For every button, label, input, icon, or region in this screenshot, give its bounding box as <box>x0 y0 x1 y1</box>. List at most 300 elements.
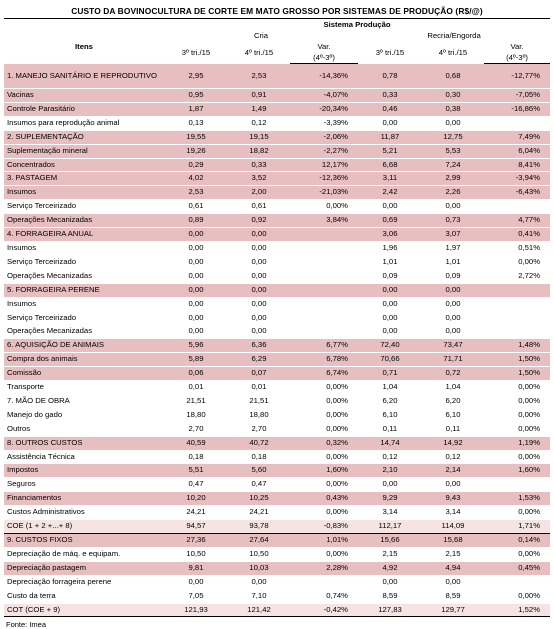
recria-var-cell <box>484 297 550 311</box>
row-item-label: Insumos <box>4 241 164 255</box>
cria-var-cell: 0,32% <box>290 436 358 450</box>
table-row <box>4 547 550 561</box>
cria-4tri-cell: 18,80 <box>228 408 290 422</box>
recria-4tri-cell: 0,00 <box>422 297 484 311</box>
table-row <box>4 394 550 408</box>
recria-header: Recria/Engorda <box>427 31 481 40</box>
cria-var-cell: 1,01% <box>290 534 358 548</box>
row-item-label: Serviço Terceirizado <box>4 255 164 269</box>
cria-3tri-cell: 0,47 <box>164 478 228 492</box>
table-row <box>4 255 550 269</box>
table-row <box>4 478 550 492</box>
recria-3tri-cell: 127,83 <box>358 603 422 617</box>
cria-3tri-cell: 27,36 <box>164 534 228 548</box>
table-row <box>4 200 550 214</box>
recria-3tri-cell: 15,66 <box>358 534 422 548</box>
recria-4tri-cell: 0,38 <box>422 102 484 116</box>
table-row <box>4 116 550 130</box>
recria-3tri-cell: 0,69 <box>358 214 422 228</box>
cria-3tri-cell: 0,00 <box>164 255 228 269</box>
cria-4tri-cell: 0,91 <box>228 89 290 103</box>
table-row <box>4 534 550 548</box>
row-item-label: Insumos para reprodução animal <box>4 116 164 130</box>
cria-3tri-cell: 0,06 <box>164 367 228 381</box>
recria-var-header: Var. <box>510 42 524 51</box>
cria-3tri-cell: 18,80 <box>164 408 228 422</box>
recria-3tri-cell: 2,10 <box>358 464 422 478</box>
row-item-label: Compra dos animais <box>4 353 164 367</box>
recria-var-cell: 8,41% <box>484 158 550 172</box>
cria-var-cell: 0,00% <box>290 408 358 422</box>
cria-var-cell: -14,36% <box>290 64 358 89</box>
recria-var-cell: 0,51% <box>484 241 550 255</box>
cria-4tri-cell: 1,49 <box>228 102 290 116</box>
recria-var-cell: -16,86% <box>484 102 550 116</box>
recria-var-cell: 0,00% <box>484 381 550 395</box>
cria-var-cell: 6,78% <box>290 353 358 367</box>
cria-var-cell: -2,06% <box>290 130 358 144</box>
row-item-label: Insumos <box>4 186 164 200</box>
recria-3tri-cell: 1,01 <box>358 255 422 269</box>
cria-4tri-cell: 0,12 <box>228 116 290 130</box>
recria-3tri-cell: 3,06 <box>358 228 422 242</box>
recria-var-cell: 0,00% <box>484 408 550 422</box>
cria-4tri-cell: 0,00 <box>228 325 290 339</box>
recria-var-cell: 0,00% <box>484 394 550 408</box>
cria-var-cell: 0,00% <box>290 200 358 214</box>
cria-3tri-cell: 0,00 <box>164 325 228 339</box>
cria-3tri-cell: 4,02 <box>164 172 228 186</box>
row-item-label: 1. MANEJO SANITÁRIO E REPRODUTIVO <box>4 64 164 89</box>
cria-4tri-cell: 10,50 <box>228 547 290 561</box>
cria-var-cell: -21,03% <box>290 186 358 200</box>
recria-var-cell: 1,71% <box>484 520 550 534</box>
recria-var-cell: 0,41% <box>484 228 550 242</box>
row-item-label: Financiamentos <box>4 492 164 506</box>
cria-var-cell: 3,84% <box>290 214 358 228</box>
cria-3tri-cell: 7,05 <box>164 589 228 603</box>
cria-header: Cria <box>253 31 269 40</box>
recria-var-cell: 6,04% <box>484 144 550 158</box>
row-item-label: Comissão <box>4 367 164 381</box>
cria-4tri-cell: 19,15 <box>228 130 290 144</box>
recria-var-cell <box>484 116 550 130</box>
cria-var-cell: 6,77% <box>290 339 358 353</box>
sistema-producao-header: Sistema Produção <box>164 19 550 31</box>
recria-3tri-cell: 14,74 <box>358 436 422 450</box>
recria-3tri-header: 3º tri./15 <box>375 47 405 57</box>
cria-3tri-cell: 2,53 <box>164 186 228 200</box>
recria-3tri-cell: 0,09 <box>358 269 422 283</box>
recria-4tri-cell: 14,92 <box>422 436 484 450</box>
recria-var-cell <box>484 283 550 297</box>
cria-3tri-cell: 0,89 <box>164 214 228 228</box>
row-item-label: Vacinas <box>4 89 164 103</box>
cria-var-cell: -3,39% <box>290 116 358 130</box>
table-row <box>4 436 550 450</box>
table-row <box>4 89 550 103</box>
recria-3tri-cell: 1,04 <box>358 381 422 395</box>
cria-3tri-cell: 0,00 <box>164 297 228 311</box>
row-item-label: Impostos <box>4 464 164 478</box>
recria-4tri-cell: 2,15 <box>422 547 484 561</box>
cria-4tri-cell: 93,78 <box>228 520 290 534</box>
cria-var-cell <box>290 269 358 283</box>
recria-var-cell: 0,00% <box>484 450 550 464</box>
cria-var-cell: -0,42% <box>290 603 358 617</box>
recria-4tri-cell: 0,00 <box>422 116 484 130</box>
recria-4tri-cell: 6,10 <box>422 408 484 422</box>
recria-3tri-cell: 0,11 <box>358 422 422 436</box>
cria-4tri-cell: 3,52 <box>228 172 290 186</box>
row-item-label: 5. FORRAGEIRA PERENE <box>4 283 164 297</box>
cria-4tri-cell: 0,00 <box>228 575 290 589</box>
recria-var-cell <box>484 478 550 492</box>
recria-4tri-cell: 0,30 <box>422 89 484 103</box>
recria-3tri-cell: 2,42 <box>358 186 422 200</box>
recria-4tri-cell: 0,09 <box>422 269 484 283</box>
cria-var-cell <box>290 575 358 589</box>
recria-4tri-cell: 7,24 <box>422 158 484 172</box>
cria-4tri-cell: 24,21 <box>228 506 290 520</box>
recria-3tri-cell: 6,68 <box>358 158 422 172</box>
recria-4tri-cell: 1,97 <box>422 241 484 255</box>
row-item-label: Operações Mecanizadas <box>4 325 164 339</box>
row-item-label: COT (COE + 9) <box>4 603 164 617</box>
cria-var-cell <box>290 311 358 325</box>
cria-3tri-cell: 9,81 <box>164 561 228 575</box>
recria-var-cell: 1,53% <box>484 492 550 506</box>
row-item-label: 2. SUPLEMENTAÇÃO <box>4 130 164 144</box>
cria-var-sub-header: (4º-3º) <box>290 52 358 64</box>
recria-4tri-cell: 129,77 <box>422 603 484 617</box>
table-row <box>4 241 550 255</box>
cria-var-cell: 0,00% <box>290 478 358 492</box>
cria-var-cell: 1,60% <box>290 464 358 478</box>
row-item-label: Depreciação pastagem <box>4 561 164 575</box>
recria-4tri-header: 4º tri./15 <box>438 47 468 57</box>
recria-3tri-cell: 11,87 <box>358 130 422 144</box>
cria-var-cell <box>290 241 358 255</box>
cria-var-cell: 2,28% <box>290 561 358 575</box>
row-item-label: Insumos <box>4 297 164 311</box>
cria-4tri-cell: 6,29 <box>228 353 290 367</box>
cria-var-cell: 0,00% <box>290 422 358 436</box>
row-item-label: 7. MÃO DE OBRA <box>4 394 164 408</box>
recria-3tri-cell: 3,14 <box>358 506 422 520</box>
cria-var-cell: -2,27% <box>290 144 358 158</box>
cria-4tri-header: 4º tri./15 <box>244 47 274 57</box>
table-row <box>4 158 550 172</box>
row-item-label: 9. CUSTOS FIXOS <box>4 534 164 548</box>
cria-4tri-cell: 0,00 <box>228 283 290 297</box>
cria-var-cell <box>290 255 358 269</box>
row-item-label: Serviço Terceirizado <box>4 200 164 214</box>
cria-4tri-cell: 0,18 <box>228 450 290 464</box>
recria-4tri-cell: 0,00 <box>422 200 484 214</box>
row-item-label: 6. AQUISIÇÃO DE ANIMAIS <box>4 339 164 353</box>
recria-4tri-cell: 0,00 <box>422 311 484 325</box>
table-row <box>4 603 550 617</box>
recria-var-cell: 1,19% <box>484 436 550 450</box>
recria-var-cell: 0,00% <box>484 422 550 436</box>
row-item-label: 3. PASTAGEM <box>4 172 164 186</box>
recria-4tri-cell: 6,20 <box>422 394 484 408</box>
table-row <box>4 450 550 464</box>
recria-var-cell: -3,94% <box>484 172 550 186</box>
recria-4tri-cell: 2,99 <box>422 172 484 186</box>
recria-var-cell: 7,49% <box>484 130 550 144</box>
cria-3tri-cell: 0,00 <box>164 241 228 255</box>
cria-var-cell: 12,17% <box>290 158 358 172</box>
cria-4tri-cell: 40,72 <box>228 436 290 450</box>
table-row <box>4 339 550 353</box>
table-row <box>4 186 550 200</box>
table-row <box>4 367 550 381</box>
recria-4tri-cell: 9,43 <box>422 492 484 506</box>
cria-4tri-cell: 121,42 <box>228 603 290 617</box>
table-row <box>4 64 550 89</box>
table-row <box>4 283 550 297</box>
cria-3tri-cell: 0,00 <box>164 269 228 283</box>
recria-4tri-cell: 0,00 <box>422 478 484 492</box>
recria-3tri-cell: 0,71 <box>358 367 422 381</box>
recria-4tri-cell: 1,04 <box>422 381 484 395</box>
recria-var-cell: -12,77% <box>484 64 550 89</box>
row-item-label: 4. FORRAGEIRA ANUAL <box>4 228 164 242</box>
row-item-label: Seguros <box>4 478 164 492</box>
cria-4tri-cell: 0,00 <box>228 297 290 311</box>
table-row <box>4 381 550 395</box>
cria-var-cell: 6,74% <box>290 367 358 381</box>
cria-3tri-cell: 0,00 <box>164 575 228 589</box>
cria-3tri-cell: 24,21 <box>164 506 228 520</box>
cria-3tri-cell: 19,26 <box>164 144 228 158</box>
recria-3tri-cell: 0,00 <box>358 311 422 325</box>
recria-var-sub-header: (4º-3º) <box>484 52 550 64</box>
recria-var-cell: 0,45% <box>484 561 550 575</box>
row-item-label: Serviço Terceirizado <box>4 311 164 325</box>
table-row <box>4 408 550 422</box>
recria-3tri-cell: 2,15 <box>358 547 422 561</box>
recria-3tri-cell: 0,33 <box>358 89 422 103</box>
cria-3tri-cell: 40,59 <box>164 436 228 450</box>
cria-4tri-cell: 0,00 <box>228 311 290 325</box>
row-item-label: Operações Mecanizadas <box>4 214 164 228</box>
recria-3tri-cell: 8,59 <box>358 589 422 603</box>
table-row <box>4 589 550 603</box>
recria-4tri-cell: 0,12 <box>422 450 484 464</box>
row-item-label: Custo da terra <box>4 589 164 603</box>
row-item-label: Suplementação mineral <box>4 144 164 158</box>
cria-4tri-cell: 18,82 <box>228 144 290 158</box>
row-item-label: Depreciação de máq. e equipam. <box>4 547 164 561</box>
table-row <box>4 130 550 144</box>
cria-3tri-cell: 0,01 <box>164 381 228 395</box>
recria-3tri-cell: 3,11 <box>358 172 422 186</box>
cria-4tri-cell: 0,00 <box>228 255 290 269</box>
recria-4tri-cell: 15,68 <box>422 534 484 548</box>
recria-3tri-cell: 6,20 <box>358 394 422 408</box>
recria-3tri-cell: 0,00 <box>358 325 422 339</box>
cria-4tri-cell: 6,36 <box>228 339 290 353</box>
recria-4tri-cell: 0,00 <box>422 575 484 589</box>
cria-3tri-cell: 0,00 <box>164 311 228 325</box>
cria-3tri-cell: 5,51 <box>164 464 228 478</box>
cria-3tri-cell: 0,29 <box>164 158 228 172</box>
recria-4tri-cell: 3,14 <box>422 506 484 520</box>
row-item-label: Depreciação forrageira perene <box>4 575 164 589</box>
cria-3tri-cell: 2,70 <box>164 422 228 436</box>
cria-3tri-cell: 10,20 <box>164 492 228 506</box>
recria-var-cell: -7,05% <box>484 89 550 103</box>
table-row <box>4 311 550 325</box>
cria-3tri-cell: 21,51 <box>164 394 228 408</box>
recria-3tri-cell: 6,10 <box>358 408 422 422</box>
cria-3tri-cell: 94,57 <box>164 520 228 534</box>
table-row <box>4 297 550 311</box>
cria-3tri-cell: 1,87 <box>164 102 228 116</box>
cria-var-cell: -4,07% <box>290 89 358 103</box>
cria-4tri-cell: 0,47 <box>228 478 290 492</box>
cria-3tri-cell: 19,55 <box>164 130 228 144</box>
recria-3tri-cell: 0,00 <box>358 283 422 297</box>
cria-var-cell: 0,00% <box>290 381 358 395</box>
cria-4tri-cell: 2,53 <box>228 64 290 89</box>
recria-3tri-cell: 0,00 <box>358 478 422 492</box>
cria-3tri-cell: 0,00 <box>164 283 228 297</box>
recria-4tri-cell: 73,47 <box>422 339 484 353</box>
recria-4tri-cell: 2,14 <box>422 464 484 478</box>
cria-var-cell: 0,43% <box>290 492 358 506</box>
row-item-label: 8. OUTROS CUSTOS <box>4 436 164 450</box>
recria-4tri-cell: 4,94 <box>422 561 484 575</box>
recria-var-cell: 4,77% <box>484 214 550 228</box>
row-item-label: COE (1 + 2 +...+ 8) <box>4 520 164 534</box>
table-row <box>4 144 550 158</box>
recria-4tri-cell: 0,73 <box>422 214 484 228</box>
cria-3tri-cell: 0,95 <box>164 89 228 103</box>
cria-3tri-cell: 2,95 <box>164 64 228 89</box>
row-item-label: Operações Mecanizadas <box>4 269 164 283</box>
table-row <box>4 561 550 575</box>
recria-var-cell: 1,50% <box>484 353 550 367</box>
recria-3tri-cell: 112,17 <box>358 520 422 534</box>
row-item-label: Outros <box>4 422 164 436</box>
recria-4tri-cell: 8,59 <box>422 589 484 603</box>
cria-4tri-cell: 10,03 <box>228 561 290 575</box>
row-item-label: Assistência Técnica <box>4 450 164 464</box>
recria-var-cell: 0,00% <box>484 506 550 520</box>
cria-4tri-cell: 27,64 <box>228 534 290 548</box>
cria-4tri-cell: 10,25 <box>228 492 290 506</box>
recria-4tri-cell: 3,07 <box>422 228 484 242</box>
recria-var-cell: 1,60% <box>484 464 550 478</box>
table-title: CUSTO DA BOVINOCULTURA DE CORTE EM MATO GROSSO POR SISTEMAS DE PRODUÇÃO (R$/@) <box>71 6 483 16</box>
recria-3tri-cell: 0,12 <box>358 450 422 464</box>
row-item-label: Custos Administrativos <box>4 506 164 520</box>
recria-4tri-cell: 114,09 <box>422 520 484 534</box>
cria-4tri-cell: 0,01 <box>228 381 290 395</box>
recria-var-cell: 1,50% <box>484 367 550 381</box>
table-row <box>4 506 550 520</box>
cria-3tri-cell: 0,13 <box>164 116 228 130</box>
cria-4tri-cell: 0,61 <box>228 200 290 214</box>
row-item-label: Transporte <box>4 381 164 395</box>
recria-4tri-cell: 0,11 <box>422 422 484 436</box>
table-row <box>4 422 550 436</box>
cria-3tri-header: 3º tri./15 <box>181 47 211 57</box>
recria-4tri-cell: 5,53 <box>422 144 484 158</box>
cria-var-cell <box>290 283 358 297</box>
cria-4tri-cell: 0,33 <box>228 158 290 172</box>
recria-var-cell <box>484 575 550 589</box>
cria-var-cell: 0,74% <box>290 589 358 603</box>
row-item-label: Controle Parasitário <box>4 102 164 116</box>
recria-4tri-cell: 12,75 <box>422 130 484 144</box>
recria-4tri-cell: 2,26 <box>422 186 484 200</box>
recria-3tri-cell: 0,46 <box>358 102 422 116</box>
cria-4tri-cell: 0,07 <box>228 367 290 381</box>
table-row <box>4 214 550 228</box>
cria-4tri-cell: 0,00 <box>228 241 290 255</box>
recria-var-cell: 1,48% <box>484 339 550 353</box>
table-row <box>4 520 550 534</box>
cria-var-cell: -20,34% <box>290 102 358 116</box>
recria-3tri-cell: 70,66 <box>358 353 422 367</box>
cria-var-cell: 0,00% <box>290 394 358 408</box>
row-item-label: Manejo do gado <box>4 408 164 422</box>
cria-3tri-cell: 10,50 <box>164 547 228 561</box>
cria-var-header: Var. <box>317 42 331 51</box>
cria-3tri-cell: 5,96 <box>164 339 228 353</box>
table-row <box>4 464 550 478</box>
table-row <box>4 228 550 242</box>
cria-4tri-cell: 0,92 <box>228 214 290 228</box>
recria-4tri-cell: 0,00 <box>422 325 484 339</box>
cria-4tri-cell: 0,00 <box>228 269 290 283</box>
recria-3tri-cell: 0,00 <box>358 200 422 214</box>
recria-3tri-cell: 0,00 <box>358 116 422 130</box>
recria-var-cell <box>484 200 550 214</box>
recria-3tri-cell: 0,00 <box>358 297 422 311</box>
cria-3tri-cell: 0,61 <box>164 200 228 214</box>
cria-4tri-cell: 5,60 <box>228 464 290 478</box>
recria-var-cell: -6,43% <box>484 186 550 200</box>
cria-var-cell: 0,00% <box>290 506 358 520</box>
cria-var-cell: 0,00% <box>290 450 358 464</box>
cria-var-cell <box>290 297 358 311</box>
recria-4tri-cell: 0,68 <box>422 64 484 89</box>
table-row <box>4 269 550 283</box>
recria-var-cell: 1,52% <box>484 603 550 617</box>
recria-3tri-cell: 72,40 <box>358 339 422 353</box>
table-row <box>4 172 550 186</box>
table-body <box>4 64 550 617</box>
recria-4tri-cell: 0,72 <box>422 367 484 381</box>
recria-var-cell: 0,14% <box>484 534 550 548</box>
cria-var-cell <box>290 325 358 339</box>
itens-header: Itens <box>75 42 93 52</box>
cria-var-cell <box>290 228 358 242</box>
source-note: Fonte: Imea <box>6 620 47 629</box>
cria-4tri-cell: 2,70 <box>228 422 290 436</box>
recria-3tri-cell: 4,92 <box>358 561 422 575</box>
recria-3tri-cell: 1,96 <box>358 241 422 255</box>
recria-4tri-cell: 1,01 <box>422 255 484 269</box>
table-row <box>4 492 550 506</box>
table-row <box>4 102 550 116</box>
